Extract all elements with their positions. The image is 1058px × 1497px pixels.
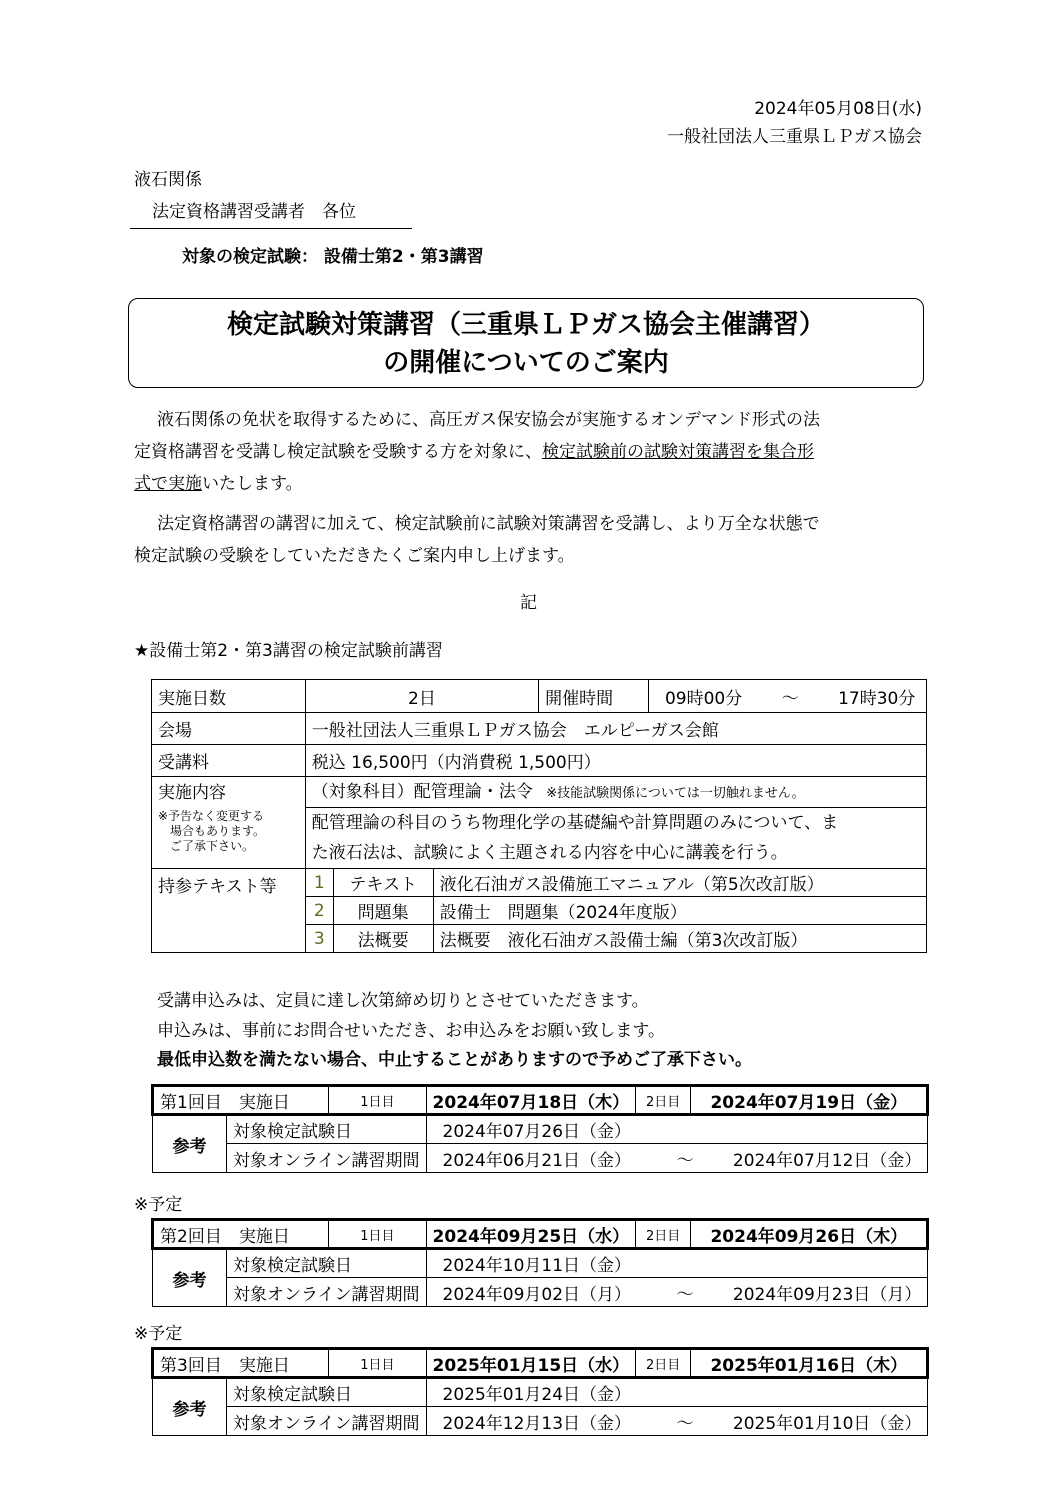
online-period <box>426 1278 928 1307</box>
text-title: 設備士 問題集（2024年度版） <box>433 897 926 925</box>
intro-p1-line2-text: 定資格講習を受講し検定試験を受験する方を対象に、 <box>134 442 542 462</box>
online-separator: ～ <box>676 1284 694 1305</box>
addressee-line1: 液石関係 <box>134 170 202 190</box>
exam-label: 対象検定試験日 <box>227 1378 427 1407</box>
days-label: 実施日数 <box>152 680 306 713</box>
course-info-table <box>151 679 927 953</box>
note-3: 最低申込数を満たない場合、中止することがありますので予めご了承下さい。 <box>157 1050 752 1070</box>
text-kind: テキスト <box>333 869 433 897</box>
reference-label: 参考 <box>153 1378 227 1436</box>
day1-date: 2024年09月25日（水） <box>426 1220 636 1249</box>
online-separator: ～ <box>676 1413 694 1434</box>
content-subject: （対象科目）配管理論・法令 <box>311 782 533 802</box>
time-separator: ～ <box>781 688 799 709</box>
document-date: 2024年05月08日(水) <box>754 99 922 119</box>
exam-label: 対象検定試験日 <box>227 1249 427 1278</box>
round-label: 第2回目 実施日 <box>153 1220 329 1249</box>
exam-label: 対象検定試験日 <box>227 1115 427 1144</box>
intro-p2-line2: 検定試験の受験をしていただきたくご案内申し上げます。 <box>134 546 575 566</box>
intro-p1-line2 <box>134 437 814 467</box>
text-no: 3 <box>305 925 333 953</box>
content-label-cell <box>152 777 306 869</box>
time-start: 09時00分 <box>664 688 743 709</box>
online-label: 対象オンライン講習期間 <box>227 1278 427 1307</box>
intro-p1-line3 <box>134 469 303 499</box>
day2-label: 2日目 <box>636 1349 691 1378</box>
day2-date: 2025年01月16日（木） <box>691 1349 928 1378</box>
online-separator: ～ <box>676 1150 694 1171</box>
reference-label: 参考 <box>153 1115 227 1173</box>
fee-label: 受講料 <box>152 745 306 777</box>
day1-label: 1日目 <box>329 1086 426 1115</box>
note-2: 申込みは、事前にお問合せいただき、お申込みをお願い致します。 <box>157 1021 665 1041</box>
online-end: 2025年01月10日（金） <box>732 1413 922 1434</box>
target-exam: 対象の検定試験： 設備士第2・第3講習 <box>182 247 484 267</box>
text-kind: 問題集 <box>333 897 433 925</box>
online-start: 2024年12月13日（金） <box>442 1413 632 1434</box>
text-title: 液化石油ガス設備施工マニュアル（第5次改訂版） <box>433 869 926 897</box>
day2-date: 2024年07月19日（金） <box>691 1086 928 1115</box>
day1-label: 1日目 <box>329 1220 426 1249</box>
online-end: 2024年09月23日（月） <box>732 1284 922 1305</box>
content-description <box>306 808 926 868</box>
online-period <box>426 1144 928 1173</box>
text-kind: 法概要 <box>333 925 433 953</box>
schedule-table-2 <box>151 1218 929 1307</box>
text-title: 法概要 液化石油ガス設備士編（第3次改訂版） <box>433 925 926 953</box>
online-start: 2024年06月21日（金） <box>442 1150 632 1171</box>
day1-label: 1日目 <box>329 1349 426 1378</box>
round-label: 第3回目 実施日 <box>153 1349 329 1378</box>
content-desc-line1: 配管理論の科目のうち物理化学の基礎編や計算問題のみについて、ま <box>311 813 839 833</box>
day2-label: 2日目 <box>636 1086 691 1115</box>
section-heading: ★設備士第2・第3講習の検定試験前講習 <box>134 641 443 661</box>
texts-label: 持参テキスト等 <box>152 869 306 953</box>
text-no: 1 <box>305 869 333 897</box>
fee-value: 税込 16,500円（内消費税 1,500円） <box>305 745 926 777</box>
addressee-line2: 法定資格講習受講者 各位 <box>152 202 356 222</box>
exam-date: 2024年10月11日（金） <box>426 1249 928 1278</box>
title-line2: の開催についてのご案内 <box>383 348 669 378</box>
reference-label: 参考 <box>153 1249 227 1307</box>
online-period <box>426 1407 928 1436</box>
time-value <box>648 680 926 713</box>
online-label: 対象オンライン講習期間 <box>227 1144 427 1173</box>
intro-p1-line3-text: いたします。 <box>202 474 303 494</box>
day2-date: 2024年09月26日（木） <box>691 1220 928 1249</box>
days-value: 2日 <box>305 680 538 713</box>
intro-p2-line1: 法定資格講習の講習に加えて、検定試験前に試験対策講習を受講し、より万全な状態で <box>157 514 820 534</box>
day1-date: 2024年07月18日（木） <box>426 1086 636 1115</box>
day1-date: 2025年01月15日（水） <box>426 1349 636 1378</box>
day2-label: 2日目 <box>636 1220 691 1249</box>
schedule-table-3 <box>151 1347 929 1436</box>
online-label: 対象オンライン講習期間 <box>227 1407 427 1436</box>
intro-p1-line2-underlined: 検定試験前の試験対策講習を集合形 <box>542 442 814 462</box>
intro-p1-line3-underlined: 式で実施 <box>134 474 202 494</box>
content-desc-line2: た液石法は、試験によく主題される内容を中心に講義を行う。 <box>311 843 788 863</box>
schedule-2-note: ※予定 <box>134 1195 183 1215</box>
addressee-underline <box>130 228 412 229</box>
content-subject-row <box>306 777 926 808</box>
time-end: 17時30分 <box>838 688 916 709</box>
content-cell <box>305 777 926 869</box>
text-no: 2 <box>305 897 333 925</box>
issuing-organization: 一般社団法人三重県ＬＰガス協会 <box>667 127 922 147</box>
online-end: 2024年07月12日（金） <box>732 1150 922 1171</box>
content-label: 実施内容 <box>158 783 226 803</box>
schedule-3-note: ※予定 <box>134 1324 183 1344</box>
ki-mark: 記 <box>520 593 537 613</box>
venue-label: 会場 <box>152 713 306 745</box>
title-box <box>128 298 924 388</box>
exam-date: 2024年07月26日（金） <box>426 1115 928 1144</box>
note-1: 受講申込みは、定員に達し次第締め切りとさせていただきます。 <box>157 991 649 1011</box>
round-label: 第1回目 実施日 <box>153 1086 329 1115</box>
online-start: 2024年09月02日（月） <box>442 1284 632 1305</box>
content-note: ※予告なく変更する 場合もあります。 ご了承下さい。 <box>158 809 266 853</box>
intro-p1-line1: 液石関係の免状を取得するために、高圧ガス保安協会が実施するオンデマンド形式の法 <box>157 410 820 430</box>
schedule-table-1 <box>151 1084 929 1173</box>
exam-date: 2025年01月24日（金） <box>426 1378 928 1407</box>
content-subject-note: ※技能試験関係については一切触れません。 <box>546 786 805 801</box>
time-label: 開催時間 <box>539 680 649 713</box>
title-line1: 検定試験対策講習（三重県ＬＰガス協会主催講習） <box>226 310 825 340</box>
venue-value: 一般社団法人三重県ＬＰガス協会 エルピーガス会館 <box>305 713 926 745</box>
